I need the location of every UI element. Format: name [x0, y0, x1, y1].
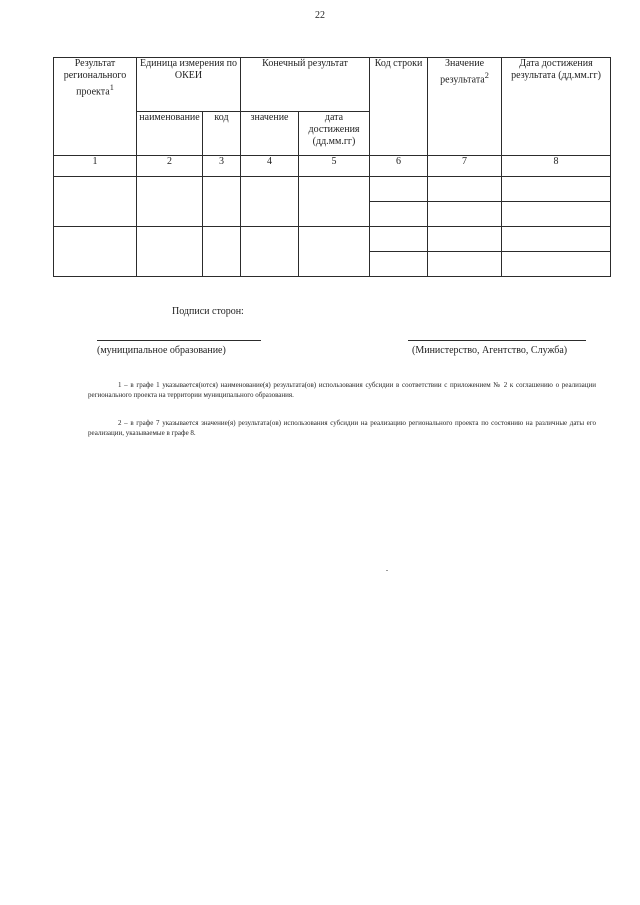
column-number-row	[54, 156, 611, 177]
table-row	[54, 227, 611, 252]
table-cell	[241, 227, 299, 277]
table-cell	[502, 252, 611, 277]
header-row	[54, 58, 611, 112]
signatures-title: Подписи сторон:	[172, 306, 244, 317]
column-number: 3	[203, 156, 241, 177]
table-cell	[428, 202, 502, 227]
footnote-1: 1 – в графе 1 указывается(ются) наименование(я) результата(ов) использования субсидии в соответствии с приложением № 2 к соглашению о реализации регионального проекта на территории муниципального образования.	[88, 381, 596, 399]
header-result-value: Значение результата$^2$	[428, 58, 502, 156]
column-number: 5	[299, 156, 370, 177]
column-number: 2	[137, 156, 203, 177]
left-signature-line	[97, 340, 261, 341]
table-cell	[299, 227, 370, 277]
table-cell	[299, 177, 370, 227]
table-row	[54, 177, 611, 202]
footnote-2: 2 – в графе 7 указывается значение(я) результата(ов) использования субсидии на реализацию регионального проекта по состоянию на различные даты его реализации, указываемые в графе 8.	[88, 419, 596, 437]
column-number: 7	[428, 156, 502, 177]
results-table	[53, 57, 611, 277]
table-cell	[137, 227, 203, 277]
header-regional-project-result: Результат регионального проекта$^1$	[54, 58, 137, 156]
page-number: 22	[315, 10, 325, 21]
table-cell	[370, 202, 428, 227]
column-number: 1	[54, 156, 137, 177]
table-cell	[54, 177, 137, 227]
table-cell	[370, 252, 428, 277]
right-signature-line	[408, 340, 586, 341]
header-final-result: Конечный результат	[241, 58, 370, 112]
table-cell	[137, 177, 203, 227]
table-cell	[428, 177, 502, 202]
table-cell	[54, 227, 137, 277]
table-cell	[428, 227, 502, 252]
table-cell	[203, 227, 241, 277]
subheader-unit-code: код	[203, 112, 241, 156]
table-cell	[370, 227, 428, 252]
table-cell	[241, 177, 299, 227]
column-number: 6	[370, 156, 428, 177]
header-row-code: Код строки	[370, 58, 428, 156]
subheader-final-date: дата достижения (дд.мм.гг)	[299, 112, 370, 156]
header-okei-unit: Единица измерения по ОКЕИ	[137, 58, 241, 112]
table-cell	[502, 202, 611, 227]
scan-speck	[386, 570, 388, 571]
column-number: 4	[241, 156, 299, 177]
table-cell	[502, 177, 611, 202]
table-cell	[370, 177, 428, 202]
right-signature-caption: (Министерство, Агентство, Служба)	[412, 345, 568, 356]
table-cell	[203, 177, 241, 227]
column-number: 8	[502, 156, 611, 177]
header-achievement-date: Дата достижения результата (дд.мм.гг)	[502, 58, 611, 156]
table-cell	[502, 227, 611, 252]
table-cell	[428, 252, 502, 277]
subheader-unit-name: наименование	[137, 112, 203, 156]
left-signature-caption: (муниципальное образование)	[97, 345, 226, 356]
subheader-final-value: значение	[241, 112, 299, 156]
